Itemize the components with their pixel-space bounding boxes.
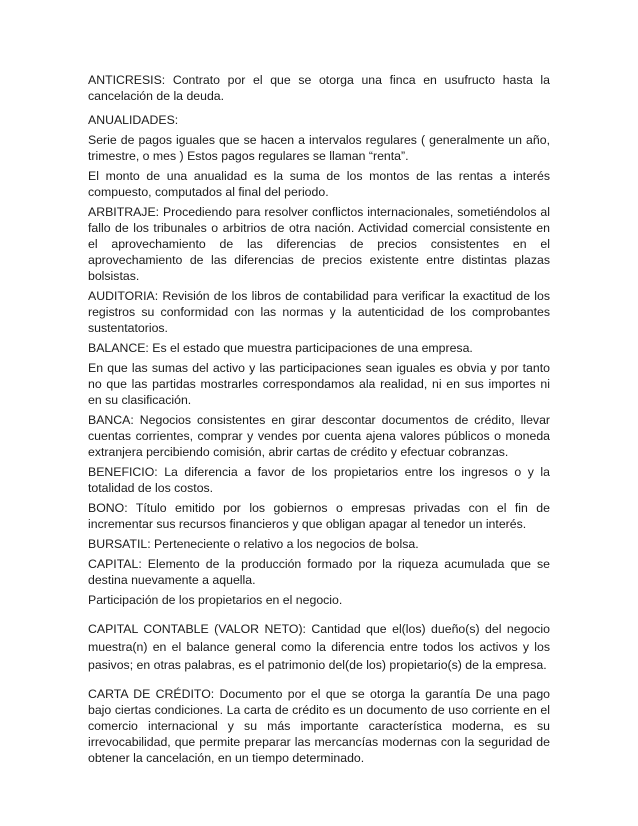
- entry-capital-participacion: Participación de los propietarios en el negocio.: [88, 593, 343, 607]
- entry-banca: BANCA: Negocios consistentes en girar descontar documentos de crédito, llevar cuentas corrientes, comprar y vendes por cuenta ajena valores públicos o moneda extranjera percibiendo comisión, abrir cartas de crédito y efectuar cobranzas.: [88, 413, 550, 459]
- document-page: [88, 72, 550, 766]
- entry-beneficio: BENEFICIO: La diferencia a favor de los propietarios entre los ingresos o y la totalidad de los costos.: [88, 465, 550, 495]
- entry-bono: BONO: Título emitido por los gobiernos o empresas privadas con el fin de incrementar sus recursos financieros y que obligan apagar al tenedor un interés.: [88, 501, 550, 531]
- entry-balance-detail: En que las sumas del activo y las participaciones sean iguales es obvia y por tanto no que las partidas mostrarles correspondamos ala realidad, ni en sus importes ni en su clasificación.: [88, 361, 550, 407]
- entry-anticresis: ANTICRESIS: Contrato por el que se otorga una finca en usufructo hasta la cancelación de la deuda.: [88, 73, 550, 103]
- entry-balance: BALANCE: Es el estado que muestra participaciones de una empresa.: [88, 341, 473, 355]
- entry-arbitraje: ARBITRAJE: Procediendo para resolver conflictos internacionales, sometiéndolos al fallo de los tribunales o arbitrios de otra nación. Actividad comercial consistente en el aprovechamiento de las diferencias de precios consistentes en el aprovechamiento de las diferencias de precios existente entre distintas plazas bolsistas.: [88, 205, 550, 283]
- entry-capital-contable: CAPITAL CONTABLE (VALOR NETO): Cantidad que el(los) dueño(s) del negocio muestra(n) en el balance general como la diferencia entre todos los activos y los pasivos; en otras palabras, es el patrimonio del(de los) propietario(s) de la empresa.: [88, 622, 550, 672]
- entry-bursatil: BURSATIL: Perteneciente o relativo a los negocios de bolsa.: [88, 537, 419, 551]
- entry-anualidades-monto: El monto de una anualidad es la suma de los montos de las rentas a interés compuesto, computados al final del periodo.: [88, 169, 550, 199]
- entry-capital: CAPITAL: Elemento de la producción formado por la riqueza acumulada que se destina nuevamente a aquella.: [88, 557, 550, 587]
- entry-anualidades-heading: ANUALIDADES:: [88, 113, 179, 127]
- entry-carta-de-credito: CARTA DE CRÉDITO: Documento por el que se otorga la garantía De una pago bajo ciertas condiciones. La carta de crédito es un documento de uso corriente en el comercio internacional y su más importante característica moderna, es su irrevocabilidad, que permite preparar las mercancías modernas con la seguridad de obtener la cancelación, en un tiempo determinado.: [88, 687, 550, 765]
- entry-auditoria: AUDITORIA: Revisión de los libros de contabilidad para verificar la exactitud de los registros su conformidad con las normas y la autenticidad de los comprobantes sustentatorios.: [88, 289, 550, 335]
- entry-anualidades-definition: Serie de pagos iguales que se hacen a intervalos regulares ( generalmente un año, trimestre, o mes ) Estos pagos regulares se llaman “renta”.: [88, 133, 550, 163]
